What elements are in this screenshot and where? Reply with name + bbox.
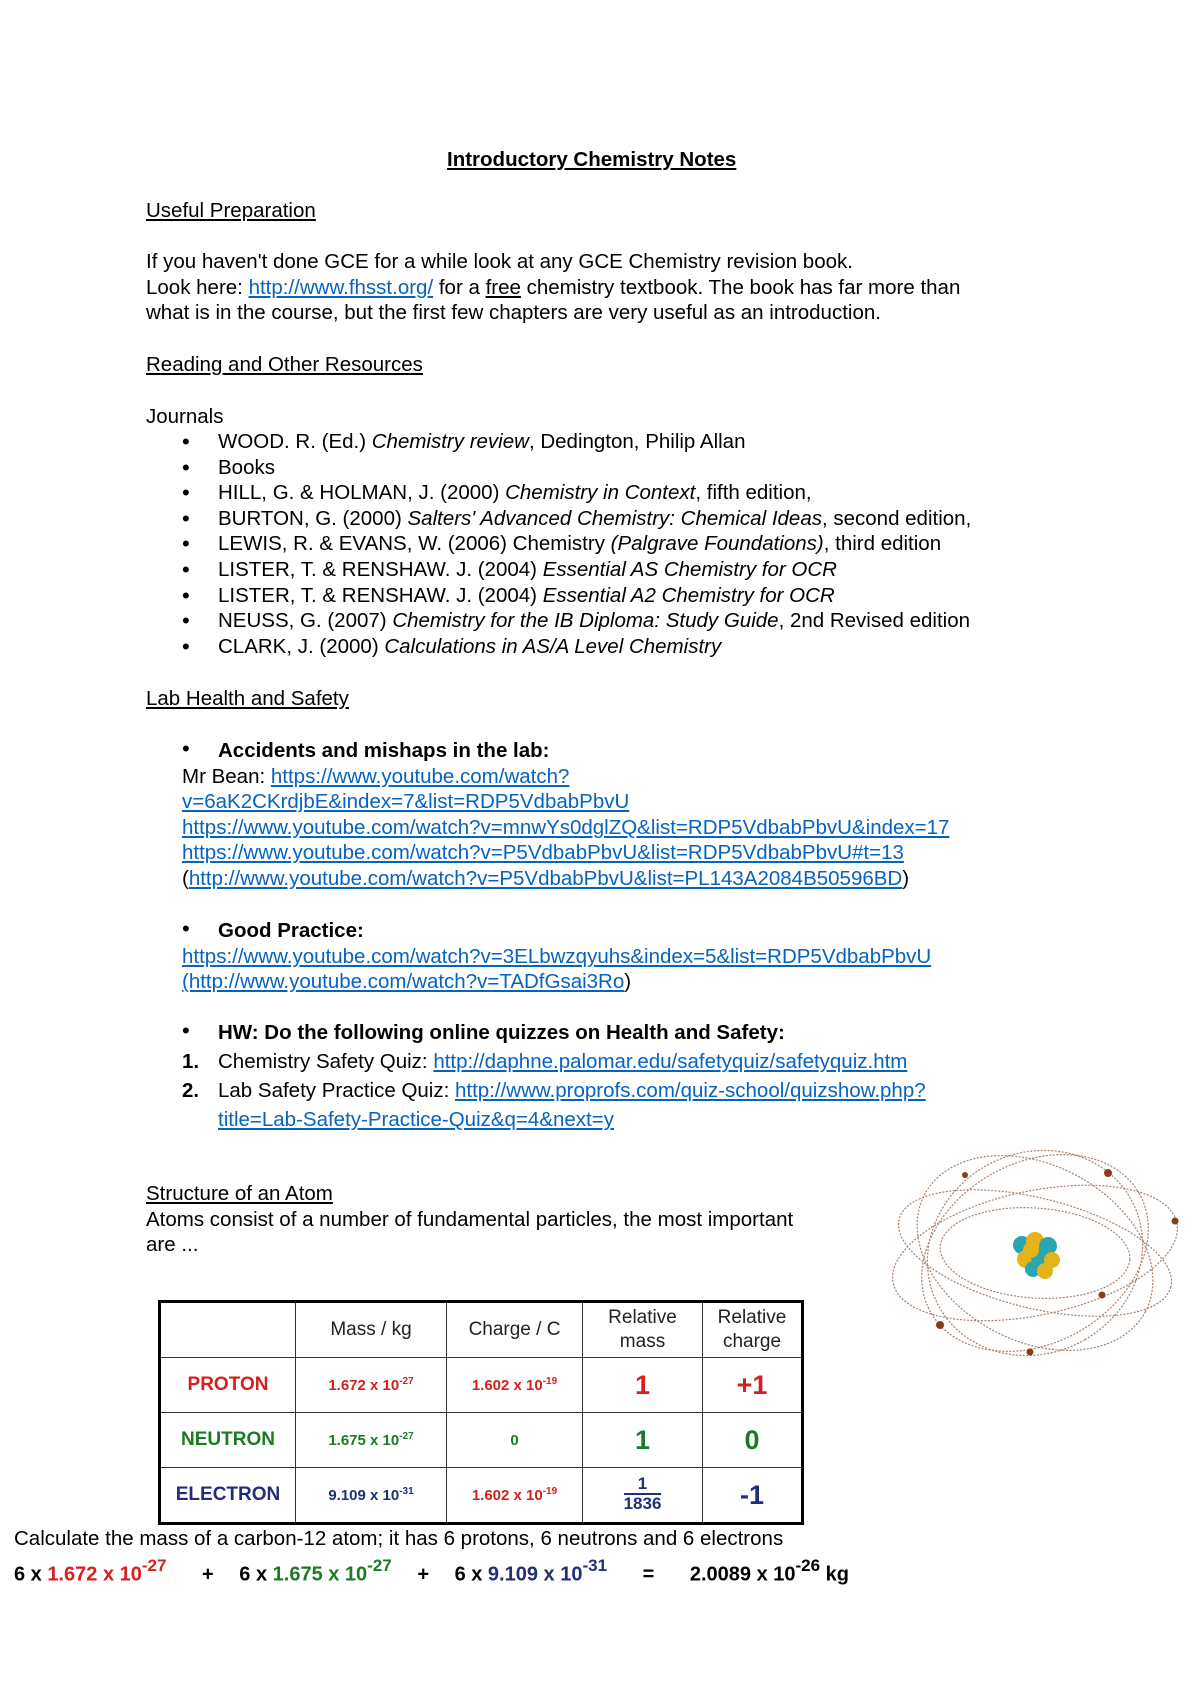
prep-text-look-here: Look here: [146,276,249,299]
atom-text-line1: Atoms consist of a number of fundamental particles, the most important [146,1208,794,1231]
calc-question: Calculate the mass of a carbon-12 atom; it has 6 protons, 6 neutrons and 6 electrons [14,1527,784,1550]
paren-open: ( [182,867,189,890]
proton-label: PROTON [160,1358,296,1413]
youtube-link-4[interactable]: http://www.youtube.com/watch?v=P5VdbabPbvU&list=PL143A2084B50596BD [188,867,903,890]
proton-charge: 1.602 x $10^{-19}$ [447,1358,583,1413]
list-item: • Books [146,455,971,481]
table-header-blank [160,1302,296,1358]
electron-relative-mass [583,1468,703,1524]
list-item: • BURTON, G. (2000) Salters' Advanced Chemistry: Chemical Ideas, second edition, [146,506,971,532]
proton-relative-mass: 1 [583,1358,703,1413]
journals-label: Journals [146,405,224,428]
atom-text-line2: are ... [146,1233,199,1256]
table-row [160,1413,803,1468]
calc-unit: kg [825,1563,849,1586]
calc-result-exp: -26 [795,1556,821,1575]
calc-term1-exp: -27 [141,1556,167,1575]
calc-term2-coef: 6 x [239,1563,273,1586]
neutron-mass: 1.675 x $10^{-27}$ [296,1413,447,1468]
youtube-link-6-line [182,969,631,994]
table-header-relative-charge: Relative charge [703,1302,803,1358]
proton-mass: 1.672 x $10^{-27}$ [296,1358,447,1413]
neutron-relative-charge: 0 [703,1413,803,1468]
list-item: • CLARK, J. (2000) Calculations in AS/A Level Chemistry [146,634,971,660]
table-header-row [160,1302,803,1358]
quiz2-number: 2. [182,1079,200,1102]
mrbean-line [182,764,569,789]
neutron-relative-mass: 1 [583,1413,703,1468]
mrbean-link-continued[interactable]: v=6aK2CKrdjbE&index=7&list=RDP5VdbabPbvU [182,790,630,813]
calc-term1-value: 1.672 x 10 [47,1563,142,1586]
quiz1-label: Chemistry Safety Quiz: [218,1050,434,1073]
neutron-label: NEUTRON [160,1413,296,1468]
list-item: • LISTER, T. & RENSHAW. J. (2004) Essential AS Chemistry for OCR [146,557,971,583]
calc-result-value: 2.0089 x 10 [689,1563,796,1586]
youtube-link-3[interactable]: https://www.youtube.com/watch?v=P5VdbabPbvU&list=RDP5VdbabPbvU#t=13 [182,841,904,864]
youtube-link-2[interactable]: https://www.youtube.com/watch?v=mnwYs0dglZQ&list=RDP5VdbabPbvU&index=17 [182,816,950,839]
prep-text-rest: chemistry textbook. The book has far more than [520,276,961,299]
section-heading-safety: Lab Health and Safety [146,687,349,710]
electron-relative-charge: -1 [703,1468,803,1524]
table-header-charge: Charge / C [447,1302,583,1358]
atom-illustration [880,1135,1190,1370]
fraction-denominator: 1836 [623,1494,662,1513]
quiz1-line [218,1049,907,1074]
electron-label: ELECTRON [160,1468,296,1524]
reading-list [146,429,971,659]
good-practice-label: Good Practice: [218,919,364,942]
paren-close: ) [902,867,910,890]
list-item: • NEUSS, G. (2007) Chemistry for the IB Diploma: Study Guide, 2nd Revised edition [146,608,971,634]
paren-close-2: ) [624,970,632,993]
table-header-relative-mass: Relative mass [583,1302,703,1358]
list-item: • WOOD. R. (Ed.) Chemistry review, Dedington, Philip Allan [146,429,971,455]
proton-relative-charge: +1 [703,1358,803,1413]
section-heading-reading: Reading and Other Resources [146,353,423,376]
particle-table [158,1300,804,1525]
quiz2-link[interactable]: http://www.proprofs.com/quiz-school/quizshow.php? [455,1079,926,1102]
electron-charge: 1.602 x $10^{-19}$ [447,1468,583,1524]
calc-equals: = [642,1563,655,1586]
prep-text-line2 [146,275,960,300]
accidents-label: Accidents and mishaps in the lab: [218,739,550,762]
calc-term1-coef: 6 x [14,1563,48,1586]
list-item: • LEWIS, R. & EVANS, W. (2006) Chemistry (Palgrave Foundations), third edition [146,531,971,557]
table-row [160,1468,803,1524]
quiz1-number: 1. [182,1050,200,1073]
section-heading-preparation: Useful Preparation [146,199,316,222]
calc-term3-value: 9.109 x 10 [487,1563,583,1586]
table-row [160,1358,803,1413]
calc-term2-exp: -27 [367,1556,392,1575]
calc-plus-2: + [417,1563,429,1586]
fhsst-link[interactable]: http://www.fhsst.org/ [248,276,434,299]
electron-mass: 9.109 x $10^{-31}$ [296,1468,447,1524]
page-title: Introductory Chemistry Notes [447,148,737,171]
calc-plus-1: + [202,1563,214,1586]
table-header-mass: Mass / kg [296,1302,447,1358]
quiz1-link[interactable]: http://daphne.palomar.edu/safetyquiz/safetyquiz.htm [433,1050,908,1073]
quiz2-line [218,1078,926,1103]
nucleus-icon [1013,1232,1060,1279]
bullet-icon: • [182,1018,190,1043]
quiz2-label: Lab Safety Practice Quiz: [218,1079,456,1102]
bullet-icon: • [182,916,190,941]
homework-label: HW: Do the following online quizzes on Health and Safety: [218,1021,785,1044]
youtube-link-6[interactable]: (http://www.youtube.com/watch?v=TADfGsai3Ro [182,970,625,993]
neutron-charge: 0 [447,1413,583,1468]
fraction-numerator: 1 [624,1475,662,1495]
youtube-link-4-line [182,866,909,891]
mrbean-label: Mr Bean: [182,765,271,788]
calc-term2-value: 1.675 x 10 [272,1563,368,1586]
electron-relative-mass-fraction [624,1475,662,1513]
calc-term3-exp: -31 [582,1556,608,1575]
bullet-icon: • [182,736,190,761]
calc-term3-coef: 6 x [454,1563,488,1586]
calc-equation [14,1558,849,1587]
prep-text-line1: If you haven't done GCE for a while look at any GCE Chemistry revision book. [146,250,853,273]
prep-text-line3: what is in the course, but the first few chapters are very useful as an introduction. [146,301,881,324]
section-heading-atom: Structure of an Atom [146,1182,333,1205]
list-item: • HILL, G. & HOLMAN, J. (2000) Chemistry in Context, fifth edition, [146,480,971,506]
quiz2-link-continued[interactable]: title=Lab-Safety-Practice-Quiz&q=4&next=y [218,1108,614,1131]
youtube-link-5[interactable]: https://www.youtube.com/watch?v=3ELbwzqyuhs&index=5&list=RDP5VdbabPbvU [182,945,932,968]
prep-text-free: free [485,276,521,299]
list-item: • LISTER, T. & RENSHAW. J. (2004) Essential A2 Chemistry for OCR [146,583,971,609]
mrbean-link[interactable]: https://www.youtube.com/watch? [270,765,570,788]
prep-text-for-a: for a [433,276,486,299]
